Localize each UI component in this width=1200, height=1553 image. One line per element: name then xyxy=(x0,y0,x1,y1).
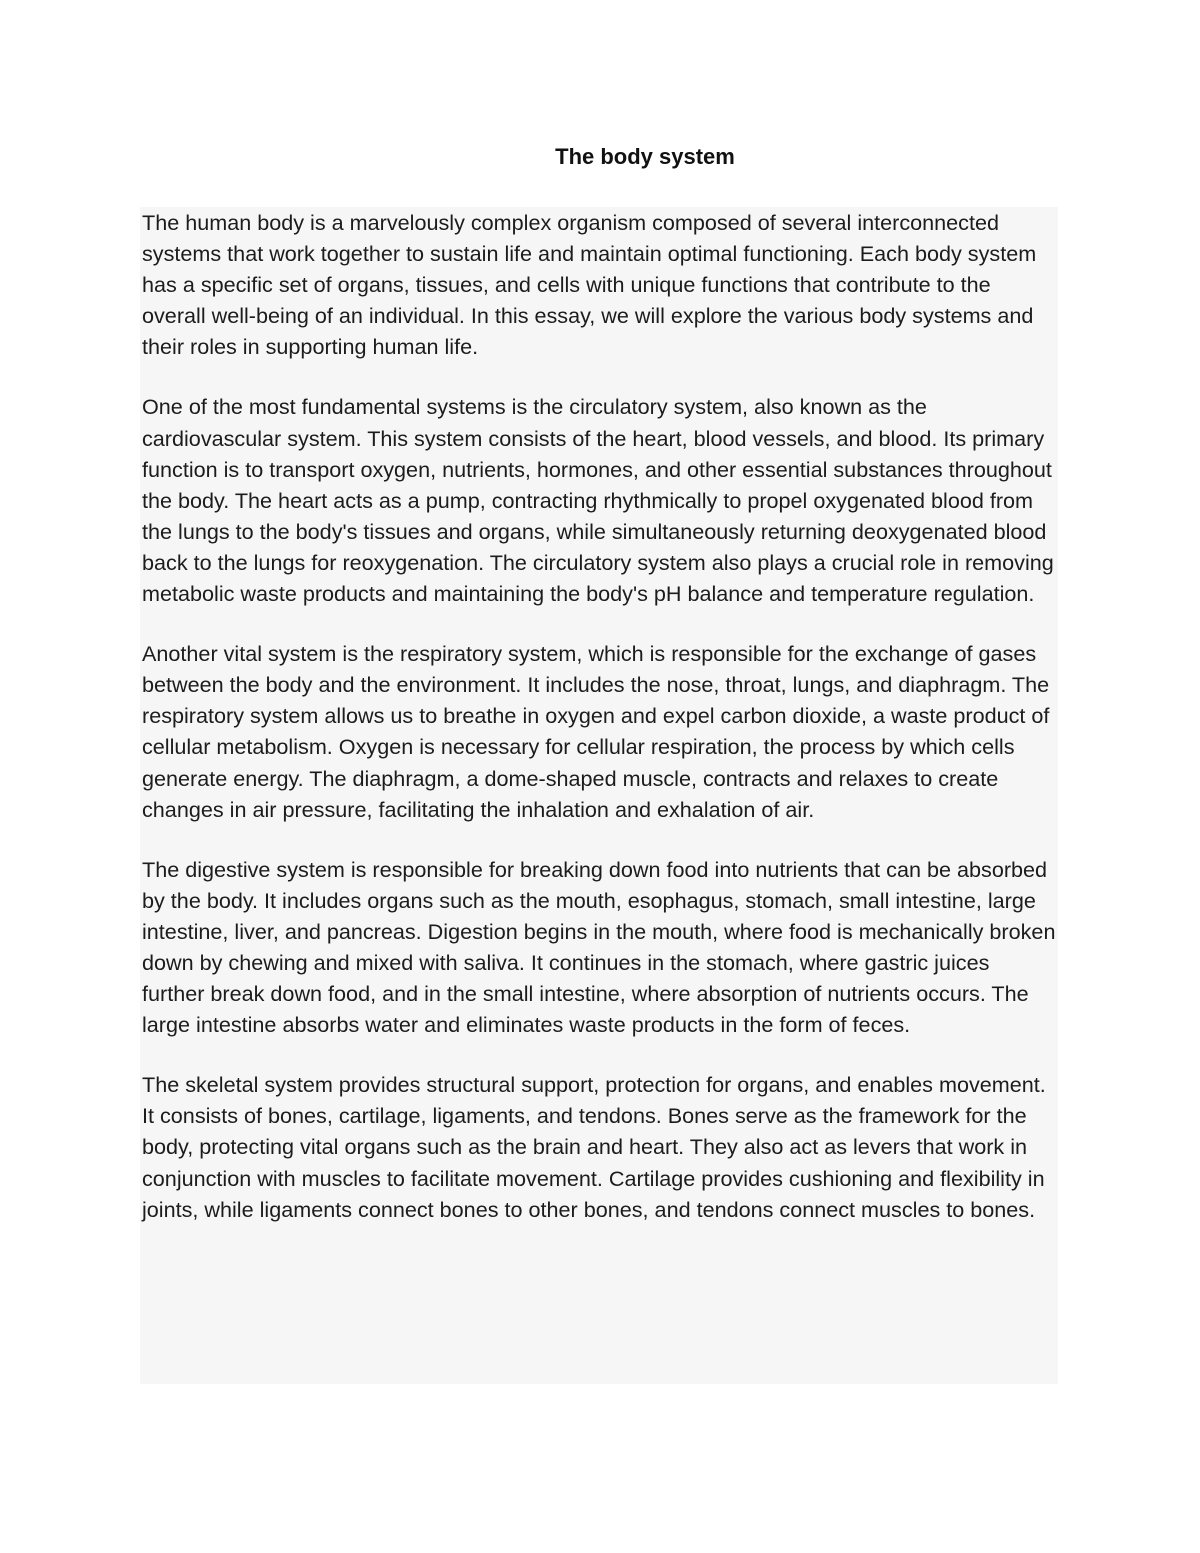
paragraph-respiratory-system: Another vital system is the respiratory system, which is responsible for the exchange of gases between the body and the environment. It includes the nose, throat, lungs, and diaphragm. The respiratory system allows us to breathe in oxygen and expel carbon dioxide, a waste product of cellular metabolism. Oxygen is necessary for cellular respiration, the process by which cells generate energy. The diaphragm, a dome-shaped muscle, contracts and relaxes to create changes in air pressure, facilitating the inhalation and exhalation of air. xyxy=(142,641,1050,822)
paragraph-digestive-system: The digestive system is responsible for breaking down food into nutrients that can be absorbed by the body. It includes organs such as the mouth, esophagus, stomach, small intestine, large intestine, liver, and pancreas. Digestion begins in the mouth, where food is mechanically broken down by chewing and mixed with saliva. It continues in the stomach, where gastric juices further break down food, and in the small intestine, where absorption of nutrients occurs. The large intestine absorbs water and eliminates waste products in the form of feces. xyxy=(142,856,1056,1038)
paragraph-skeletal-system: The skeletal system provides structural support, protection for organs, and enables movement. It consists of bones, cartilage, ligaments, and tendons. Bones serve as the framework for the body, protecting vital organs such as the brain and heart. They also act as levers that work in conjunction with muscles to facilitate movement. Cartilage provides cushioning and flexibility in joints, while ligaments connect bones to other bones, and tendons connect muscles to bones. xyxy=(142,1072,1046,1222)
essay-body xyxy=(140,207,1058,1384)
paragraph-circulatory-system: One of the most fundamental systems is the circulatory system, also known as the cardiovascular system. This system consists of the heart, blood vessels, and blood. Its primary function is to transport oxygen, nutrients, hormones, and other essential substances throughout the body. The heart acts as a pump, contracting rhythmically to propel oxygenated blood from the lungs to the body's tissues and organs, while simultaneously returning deoxygenated blood back to the lungs for reoxygenation. The circulatory system also plays a crucial role in removing metabolic waste products and maintaining the body's pH balance and temperature regulation. xyxy=(142,394,1054,607)
document-title: The body system xyxy=(555,144,735,169)
paragraph-introduction: The human body is a marvelously complex organism composed of several interconnected systems that work together to sustain life and maintain optimal functioning. Each body system has a specific set of organs, tissues, and cells with unique functions that contribute to the overall well-being of an individual. In this essay, we will explore the various body systems and their roles in supporting human life. xyxy=(142,210,1037,360)
